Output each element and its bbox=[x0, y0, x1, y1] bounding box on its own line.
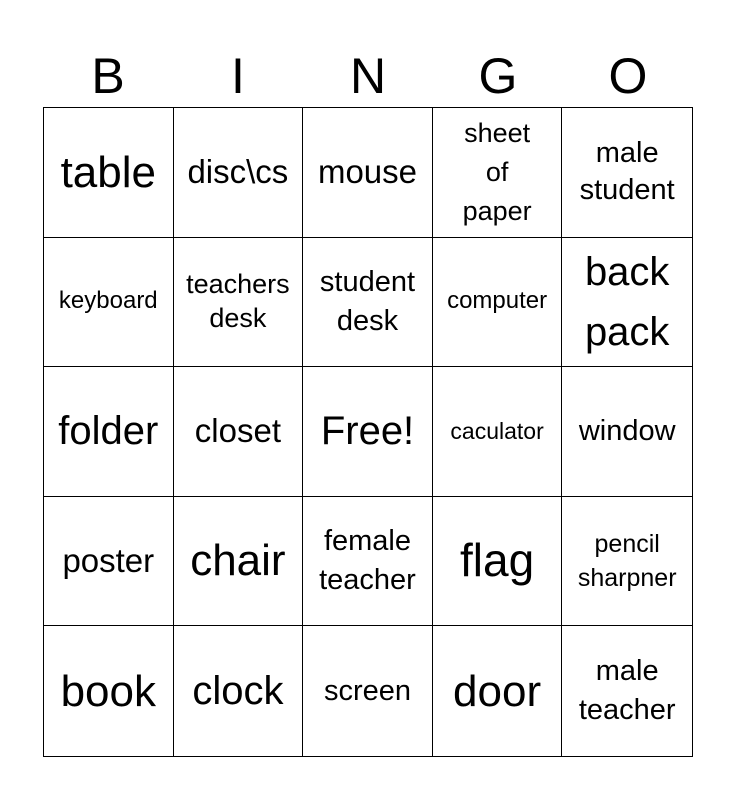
header-letter-g: G bbox=[478, 48, 518, 104]
header-letter-n: N bbox=[349, 48, 387, 104]
cell-label: closet bbox=[194, 412, 281, 450]
cell-label: folder bbox=[58, 409, 159, 454]
bingo-cell-r1-c2[interactable] bbox=[174, 108, 304, 238]
bingo-cell-r4-c2[interactable] bbox=[174, 497, 304, 627]
bingo-cell-r1-c5[interactable] bbox=[562, 108, 692, 238]
header-letter-i: I bbox=[231, 48, 245, 104]
bingo-cell-r2-c1[interactable] bbox=[44, 238, 174, 368]
bingo-cell-r2-c5[interactable] bbox=[562, 238, 692, 368]
bingo-cell-r4-c5[interactable] bbox=[562, 497, 692, 627]
bingo-cell-r3-c5[interactable] bbox=[562, 367, 692, 497]
cell-label: screen bbox=[323, 674, 412, 707]
bingo-cell-r4-c1[interactable] bbox=[44, 497, 174, 627]
cell-label: disc\cs bbox=[187, 152, 289, 190]
cell-label: chair bbox=[190, 536, 286, 586]
bingo-cell-r2-c2[interactable] bbox=[174, 238, 304, 368]
cell-label: caculator bbox=[450, 417, 544, 444]
cell-label: book bbox=[60, 666, 156, 716]
bingo-cell-r5-c5[interactable] bbox=[562, 626, 692, 756]
bingo-cell-r4-c4[interactable] bbox=[433, 497, 563, 627]
header-letter-o: O bbox=[608, 48, 648, 104]
cell-label: flag bbox=[460, 534, 535, 587]
bingo-header bbox=[43, 48, 693, 104]
bingo-cell-r5-c4[interactable] bbox=[433, 626, 563, 756]
cell-label: sheet of paper bbox=[462, 117, 532, 226]
cell-label: poster bbox=[62, 541, 155, 579]
cell-label: door bbox=[453, 666, 542, 716]
cell-label: Free! bbox=[320, 409, 415, 454]
bingo-cell-r2-c4[interactable] bbox=[433, 238, 563, 368]
bingo-cell-r1-c4[interactable] bbox=[433, 108, 563, 238]
cell-label: back pack bbox=[584, 249, 670, 354]
cell-label: student desk bbox=[319, 265, 416, 337]
cell-label: mouse bbox=[317, 152, 418, 190]
bingo-cell-r5-c1[interactable] bbox=[44, 626, 174, 756]
bingo-cell-r2-c3[interactable] bbox=[303, 238, 433, 368]
bingo-cell-r5-c2[interactable] bbox=[174, 626, 304, 756]
cell-label: pencil sharpner bbox=[577, 529, 677, 593]
bingo-cell-r5-c3[interactable] bbox=[303, 626, 433, 756]
cell-label: teachers desk bbox=[186, 269, 290, 333]
header-letter-b: B bbox=[91, 48, 125, 104]
bingo-board bbox=[43, 107, 693, 757]
cell-label: window bbox=[578, 415, 676, 448]
bingo-cell-r3-c2[interactable] bbox=[174, 367, 304, 497]
cell-label: female teacher bbox=[319, 524, 416, 597]
bingo-cell-r3-c4[interactable] bbox=[433, 367, 563, 497]
cell-label: table bbox=[60, 147, 156, 197]
cell-label: male teacher bbox=[578, 655, 676, 727]
cell-label: male student bbox=[579, 136, 675, 207]
bingo-cell-r3-c3[interactable] bbox=[303, 367, 433, 497]
cell-label: computer bbox=[447, 287, 548, 315]
cell-label: keyboard bbox=[58, 287, 158, 315]
bingo-cell-r4-c3[interactable] bbox=[303, 497, 433, 627]
bingo-cell-r3-c1[interactable] bbox=[44, 367, 174, 497]
cell-label: clock bbox=[192, 668, 284, 713]
bingo-cell-r1-c3[interactable] bbox=[303, 108, 433, 238]
bingo-cell-r1-c1[interactable] bbox=[44, 108, 174, 238]
